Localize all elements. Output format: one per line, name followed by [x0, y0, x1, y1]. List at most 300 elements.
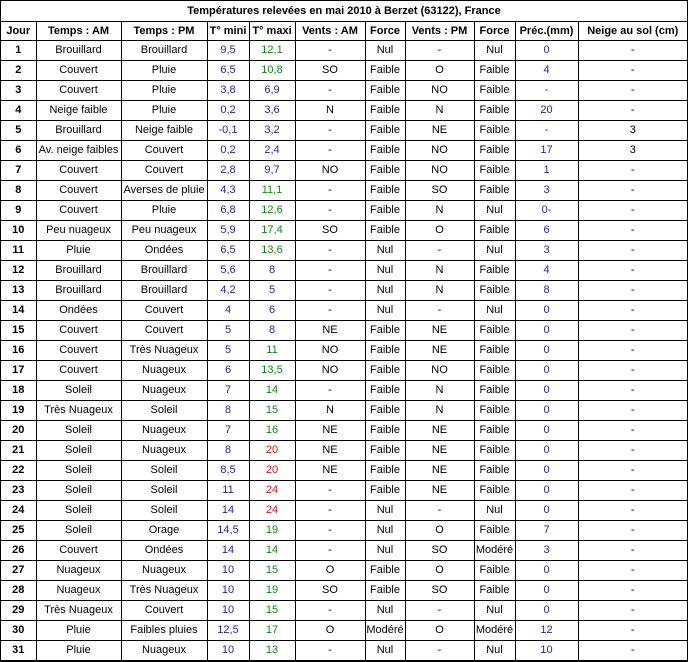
weather-pm-cell: Nuageux	[121, 381, 207, 401]
snow-cell: -	[578, 201, 687, 221]
day-cell: 4	[1, 101, 36, 121]
snow-cell: -	[578, 321, 687, 341]
wind-pm-cell: -	[405, 301, 474, 321]
temp-max-cell: 16	[249, 421, 295, 441]
table-row	[1, 61, 687, 81]
precipitation-cell: 0-	[515, 201, 578, 221]
wind-pm-cell: O	[405, 561, 474, 581]
temp-min-cell: 8,5	[207, 461, 249, 481]
snow-cell: -	[578, 161, 687, 181]
day-cell: 15	[1, 321, 36, 341]
temp-min-cell: 5	[207, 341, 249, 361]
weather-pm-cell: Faibles pluies	[121, 621, 207, 641]
temp-max-cell: 14	[249, 381, 295, 401]
force-pm-cell: Faible	[474, 321, 515, 341]
weather-pm-cell: Nuageux	[121, 641, 207, 661]
day-cell: 10	[1, 221, 36, 241]
day-cell: 16	[1, 341, 36, 361]
force-am-cell: Faible	[365, 221, 405, 241]
col-header-weather-am: Temps : AM	[36, 22, 121, 41]
snow-cell: -	[578, 381, 687, 401]
precipitation-cell: 3	[515, 241, 578, 261]
weather-pm-cell: Couvert	[121, 321, 207, 341]
weather-am-cell: Nuageux	[36, 581, 121, 601]
precipitation-cell: 20	[515, 101, 578, 121]
wind-pm-cell: NE	[405, 421, 474, 441]
force-pm-cell: Faible	[474, 101, 515, 121]
wind-pm-cell: NE	[405, 461, 474, 481]
snow-cell: -	[578, 541, 687, 561]
weather-am-cell: Ondées	[36, 301, 121, 321]
table-row	[1, 101, 687, 121]
force-pm-cell: Faible	[474, 221, 515, 241]
force-am-cell: Faible	[365, 421, 405, 441]
wind-pm-cell: -	[405, 241, 474, 261]
temp-min-cell: 5	[207, 321, 249, 341]
precipitation-cell: 0	[515, 601, 578, 621]
snow-cell: -	[578, 241, 687, 261]
force-pm-cell: Faible	[474, 361, 515, 381]
force-pm-cell: Faible	[474, 521, 515, 541]
weather-am-cell: Pluie	[36, 641, 121, 661]
weather-pm-cell: Neige faible	[121, 121, 207, 141]
precipitation-cell: 4	[515, 261, 578, 281]
wind-pm-cell: NO	[405, 141, 474, 161]
weather-am-cell: Couvert	[36, 201, 121, 221]
snow-cell: -	[578, 581, 687, 601]
temp-min-cell: 9,5	[207, 41, 249, 61]
wind-pm-cell: N	[405, 401, 474, 421]
weather-pm-cell: Couvert	[121, 161, 207, 181]
weather-pm-cell: Soleil	[121, 481, 207, 501]
force-pm-cell: Faible	[474, 401, 515, 421]
force-pm-cell: Nul	[474, 41, 515, 61]
precipitation-cell: 0	[515, 561, 578, 581]
temp-max-cell: 17,4	[249, 221, 295, 241]
temp-max-cell: 8	[249, 321, 295, 341]
snow-cell: -	[578, 81, 687, 101]
temp-max-cell: 19	[249, 521, 295, 541]
snow-cell: -	[578, 481, 687, 501]
weather-pm-cell: Soleil	[121, 461, 207, 481]
table-row	[1, 521, 687, 541]
wind-pm-cell: NE	[405, 481, 474, 501]
precipitation-cell: 0	[515, 341, 578, 361]
snow-cell: 3	[578, 141, 687, 161]
wind-pm-cell: N	[405, 201, 474, 221]
force-pm-cell: Faible	[474, 141, 515, 161]
force-am-cell: Nul	[365, 521, 405, 541]
wind-am-cell: -	[295, 261, 365, 281]
day-cell: 13	[1, 281, 36, 301]
day-cell: 12	[1, 261, 36, 281]
day-cell: 2	[1, 61, 36, 81]
temp-min-cell: 4	[207, 301, 249, 321]
precipitation-cell: 8	[515, 281, 578, 301]
weather-pm-cell: Nuageux	[121, 561, 207, 581]
weather-am-cell: Brouillard	[36, 121, 121, 141]
force-am-cell: Nul	[365, 541, 405, 561]
day-cell: 25	[1, 521, 36, 541]
day-cell: 30	[1, 621, 36, 641]
weather-am-cell: Nuageux	[36, 561, 121, 581]
precipitation-cell: 0	[515, 381, 578, 401]
precipitation-cell: 10	[515, 641, 578, 661]
snow-cell: -	[578, 61, 687, 81]
snow-cell: -	[578, 421, 687, 441]
precipitation-cell: 6	[515, 221, 578, 241]
precipitation-cell: 0	[515, 501, 578, 521]
temp-max-cell: 13	[249, 641, 295, 661]
temp-min-cell: 6,5	[207, 61, 249, 81]
weather-am-cell: Pluie	[36, 621, 121, 641]
weather-am-cell: Couvert	[36, 341, 121, 361]
force-pm-cell: Faible	[474, 261, 515, 281]
force-pm-cell: Nul	[474, 201, 515, 221]
force-pm-cell: Nul	[474, 241, 515, 261]
wind-am-cell: NE	[295, 441, 365, 461]
temp-max-cell: 15	[249, 601, 295, 621]
snow-cell: -	[578, 561, 687, 581]
force-pm-cell: Nul	[474, 641, 515, 661]
snow-cell: -	[578, 501, 687, 521]
wind-am-cell: -	[295, 481, 365, 501]
wind-am-cell: -	[295, 141, 365, 161]
temp-max-cell: 24	[249, 501, 295, 521]
temp-min-cell: 3,8	[207, 81, 249, 101]
precipitation-cell: 17	[515, 141, 578, 161]
table-row	[1, 441, 687, 461]
force-pm-cell: Faible	[474, 581, 515, 601]
temp-min-cell: 8	[207, 441, 249, 461]
wind-am-cell: N	[295, 101, 365, 121]
table-row	[1, 341, 687, 361]
wind-am-cell: -	[295, 641, 365, 661]
wind-pm-cell: NE	[405, 121, 474, 141]
weather-am-cell: Couvert	[36, 181, 121, 201]
precipitation-cell: 4	[515, 61, 578, 81]
temp-min-cell: 4,2	[207, 281, 249, 301]
weather-am-cell: Couvert	[36, 361, 121, 381]
wind-pm-cell: NO	[405, 81, 474, 101]
snow-cell: -	[578, 181, 687, 201]
weather-pm-cell: Nuageux	[121, 441, 207, 461]
snow-cell: -	[578, 461, 687, 481]
weather-am-cell: Soleil	[36, 421, 121, 441]
weather-am-cell: Soleil	[36, 481, 121, 501]
wind-am-cell: NE	[295, 321, 365, 341]
wind-am-cell: -	[295, 501, 365, 521]
wind-pm-cell: N	[405, 381, 474, 401]
sheet-title: Températures relevées en mai 2010 à Berzet (63122), France	[1, 1, 687, 22]
wind-am-cell: NO	[295, 361, 365, 381]
temp-max-cell: 13,5	[249, 361, 295, 381]
precipitation-cell: 0	[515, 321, 578, 341]
snow-cell: -	[578, 261, 687, 281]
force-am-cell: Faible	[365, 161, 405, 181]
wind-pm-cell: -	[405, 501, 474, 521]
day-cell: 17	[1, 361, 36, 381]
force-pm-cell: Nul	[474, 601, 515, 621]
precipitation-cell: 0	[515, 401, 578, 421]
day-cell: 31	[1, 641, 36, 661]
temp-max-cell: 2,4	[249, 141, 295, 161]
temp-min-cell: 7	[207, 421, 249, 441]
weather-table	[1, 22, 687, 661]
precipitation-cell: 3	[515, 181, 578, 201]
force-pm-cell: Modéré	[474, 621, 515, 641]
temp-max-cell: 15	[249, 561, 295, 581]
weather-am-cell: Brouillard	[36, 281, 121, 301]
table-row	[1, 221, 687, 241]
table-row	[1, 81, 687, 101]
temp-max-cell: 24	[249, 481, 295, 501]
precipitation-cell: 0	[515, 481, 578, 501]
wind-pm-cell: NE	[405, 341, 474, 361]
day-cell: 6	[1, 141, 36, 161]
weather-am-cell: Brouillard	[36, 261, 121, 281]
temp-max-cell: 20	[249, 441, 295, 461]
temp-max-cell: 3,6	[249, 101, 295, 121]
snow-cell: -	[578, 401, 687, 421]
snow-cell: -	[578, 621, 687, 641]
day-cell: 7	[1, 161, 36, 181]
precipitation-cell: 12	[515, 621, 578, 641]
force-pm-cell: Faible	[474, 381, 515, 401]
force-am-cell: Nul	[365, 41, 405, 61]
col-header-temp-max: T° maxi	[249, 22, 295, 41]
table-row	[1, 321, 687, 341]
table-row	[1, 241, 687, 261]
temp-min-cell: 8	[207, 401, 249, 421]
table-row	[1, 481, 687, 501]
weather-pm-cell: Très Nuageux	[121, 341, 207, 361]
wind-am-cell: -	[295, 301, 365, 321]
force-pm-cell: Faible	[474, 341, 515, 361]
table-body	[1, 41, 687, 661]
day-cell: 3	[1, 81, 36, 101]
weather-pm-cell: Pluie	[121, 61, 207, 81]
wind-pm-cell: N	[405, 281, 474, 301]
table-row	[1, 601, 687, 621]
table-row	[1, 361, 687, 381]
wind-am-cell: SO	[295, 221, 365, 241]
wind-am-cell: -	[295, 181, 365, 201]
precipitation-cell: 0	[515, 41, 578, 61]
wind-am-cell: -	[295, 521, 365, 541]
force-pm-cell: Faible	[474, 161, 515, 181]
temp-min-cell: 6,8	[207, 201, 249, 221]
wind-pm-cell: NO	[405, 161, 474, 181]
precipitation-cell: 0	[515, 441, 578, 461]
weather-am-cell: Couvert	[36, 541, 121, 561]
force-am-cell: Faible	[365, 81, 405, 101]
wind-pm-cell: SO	[405, 581, 474, 601]
force-am-cell: Faible	[365, 581, 405, 601]
table-row	[1, 161, 687, 181]
temp-min-cell: 10	[207, 641, 249, 661]
force-pm-cell: Faible	[474, 421, 515, 441]
temp-min-cell: 10	[207, 561, 249, 581]
wind-am-cell: SO	[295, 61, 365, 81]
force-pm-cell: Faible	[474, 441, 515, 461]
weather-pm-cell: Orage	[121, 521, 207, 541]
temp-max-cell: 5	[249, 281, 295, 301]
temp-max-cell: 15	[249, 401, 295, 421]
force-am-cell: Faible	[365, 201, 405, 221]
force-pm-cell: Nul	[474, 501, 515, 521]
weather-pm-cell: Pluie	[121, 201, 207, 221]
temp-min-cell: 14	[207, 501, 249, 521]
table-row	[1, 141, 687, 161]
temp-min-cell: 7	[207, 381, 249, 401]
col-header-weather-pm: Temps : PM	[121, 22, 207, 41]
temp-max-cell: 12,1	[249, 41, 295, 61]
wind-am-cell: -	[295, 601, 365, 621]
table-row	[1, 201, 687, 221]
temp-max-cell: 13,6	[249, 241, 295, 261]
snow-cell: -	[578, 341, 687, 361]
col-header-temp-min: T° mini	[207, 22, 249, 41]
table-row	[1, 461, 687, 481]
precipitation-cell: 0	[515, 361, 578, 381]
wind-am-cell: -	[295, 381, 365, 401]
wind-pm-cell: N	[405, 101, 474, 121]
wind-am-cell: -	[295, 281, 365, 301]
precipitation-cell: 3	[515, 541, 578, 561]
weather-am-cell: Peu nuageux	[36, 221, 121, 241]
weather-pm-cell: Brouillard	[121, 261, 207, 281]
weather-pm-cell: Peu nuageux	[121, 221, 207, 241]
col-header-day: Jour	[1, 22, 36, 41]
weather-am-cell: Soleil	[36, 521, 121, 541]
wind-pm-cell: SO	[405, 541, 474, 561]
day-cell: 14	[1, 301, 36, 321]
temp-max-cell: 6,9	[249, 81, 295, 101]
day-cell: 8	[1, 181, 36, 201]
force-am-cell: Faible	[365, 361, 405, 381]
force-am-cell: Faible	[365, 401, 405, 421]
force-pm-cell: Modéré	[474, 541, 515, 561]
weather-am-cell: Couvert	[36, 161, 121, 181]
precipitation-cell: -	[515, 121, 578, 141]
table-row	[1, 421, 687, 441]
col-header-wind-pm: Vents : PM	[405, 22, 474, 41]
table-row	[1, 301, 687, 321]
weather-am-cell: Couvert	[36, 321, 121, 341]
force-am-cell: Nul	[365, 241, 405, 261]
weather-pm-cell: Averses de pluie	[121, 181, 207, 201]
col-header-wind-am: Vents : AM	[295, 22, 365, 41]
table-row	[1, 121, 687, 141]
temp-min-cell: 6,5	[207, 241, 249, 261]
snow-cell: -	[578, 641, 687, 661]
wind-pm-cell: O	[405, 521, 474, 541]
temp-min-cell: 5,6	[207, 261, 249, 281]
wind-am-cell: NO	[295, 341, 365, 361]
day-cell: 21	[1, 441, 36, 461]
weather-pm-cell: Couvert	[121, 601, 207, 621]
precipitation-cell: 0	[515, 421, 578, 441]
force-pm-cell: Faible	[474, 281, 515, 301]
temp-min-cell: 11	[207, 481, 249, 501]
precipitation-cell: 1	[515, 161, 578, 181]
day-cell: 1	[1, 41, 36, 61]
force-am-cell: Faible	[365, 321, 405, 341]
precipitation-cell: 0	[515, 461, 578, 481]
snow-cell: -	[578, 221, 687, 241]
temp-max-cell: 8	[249, 261, 295, 281]
temp-max-cell: 12,6	[249, 201, 295, 221]
day-cell: 9	[1, 201, 36, 221]
header-row	[1, 22, 687, 41]
weather-am-cell: Neige faible	[36, 101, 121, 121]
wind-pm-cell: -	[405, 601, 474, 621]
force-pm-cell: Faible	[474, 481, 515, 501]
temp-max-cell: 3,2	[249, 121, 295, 141]
snow-cell: -	[578, 521, 687, 541]
table-row	[1, 281, 687, 301]
wind-pm-cell: -	[405, 41, 474, 61]
force-am-cell: Faible	[365, 61, 405, 81]
temp-min-cell: -0,1	[207, 121, 249, 141]
force-am-cell: Faible	[365, 441, 405, 461]
temp-max-cell: 11,1	[249, 181, 295, 201]
table-row	[1, 41, 687, 61]
wind-pm-cell: NO	[405, 361, 474, 381]
weather-pm-cell: Nuageux	[121, 421, 207, 441]
force-am-cell: Nul	[365, 261, 405, 281]
weather-pm-cell: Très Nuageux	[121, 581, 207, 601]
force-pm-cell: Faible	[474, 461, 515, 481]
precipitation-cell: 0	[515, 301, 578, 321]
wind-am-cell: -	[295, 541, 365, 561]
wind-am-cell: -	[295, 121, 365, 141]
day-cell: 24	[1, 501, 36, 521]
weather-am-cell: Très Nuageux	[36, 401, 121, 421]
day-cell: 28	[1, 581, 36, 601]
day-cell: 29	[1, 601, 36, 621]
force-am-cell: Faible	[365, 181, 405, 201]
wind-am-cell: -	[295, 41, 365, 61]
wind-pm-cell: -	[405, 641, 474, 661]
weather-am-cell: Brouillard	[36, 41, 121, 61]
weather-pm-cell: Couvert	[121, 141, 207, 161]
weather-am-cell: Soleil	[36, 461, 121, 481]
wind-am-cell: SO	[295, 581, 365, 601]
weather-pm-cell: Ondées	[121, 541, 207, 561]
temp-max-cell: 10,8	[249, 61, 295, 81]
temp-min-cell: 14,5	[207, 521, 249, 541]
weather-pm-cell: Couvert	[121, 301, 207, 321]
wind-am-cell: NO	[295, 161, 365, 181]
weather-am-cell: Couvert	[36, 81, 121, 101]
day-cell: 23	[1, 481, 36, 501]
wind-am-cell: O	[295, 561, 365, 581]
temp-min-cell: 2,8	[207, 161, 249, 181]
force-am-cell: Faible	[365, 121, 405, 141]
col-header-force-am: Force	[365, 22, 405, 41]
temp-min-cell: 10	[207, 581, 249, 601]
wind-am-cell: -	[295, 201, 365, 221]
snow-cell: -	[578, 41, 687, 61]
weather-am-cell: Couvert	[36, 61, 121, 81]
snow-cell: 3	[578, 121, 687, 141]
force-pm-cell: Faible	[474, 61, 515, 81]
table-row	[1, 501, 687, 521]
table-row	[1, 401, 687, 421]
wind-pm-cell: O	[405, 61, 474, 81]
